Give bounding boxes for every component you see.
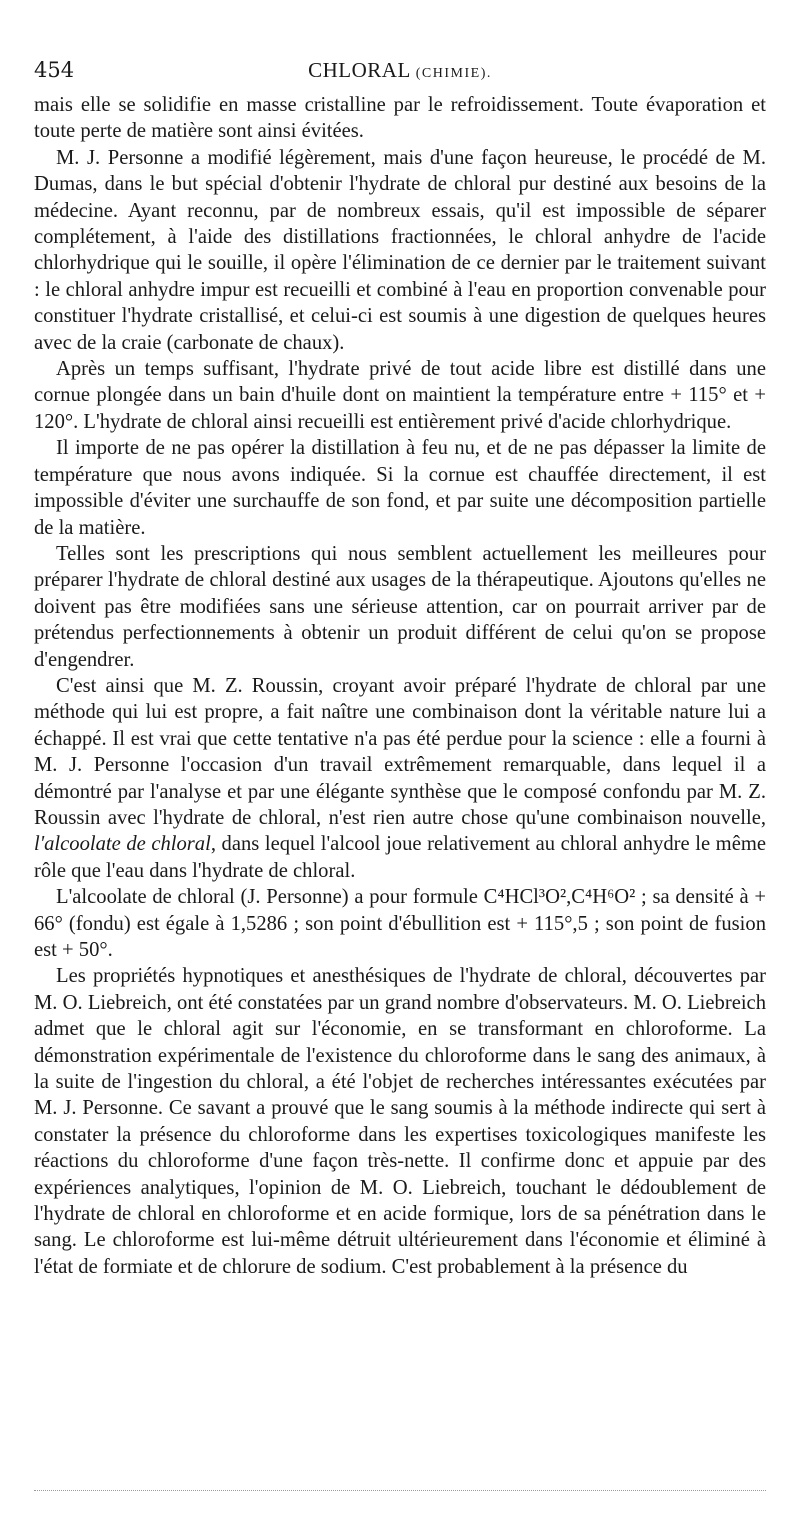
page-number: 454 — [34, 58, 75, 82]
paragraph-distillation: Après un temps suffisant, l'hydrate privé de tout acide libre est distillé dans une cornue plongée dans un bain d'huile dont on maintient la température entre + 115° et + 120°. L'hydrate de chloral ainsi recueilli est entièrement privé d'acide chlorhydrique. — [34, 358, 766, 433]
running-header — [34, 58, 766, 92]
term-alcoolate: l'alcoolate de chloral — [34, 833, 211, 856]
paragraph-hypnotic-properties: Les propriétés hypnotiques et anesthésiques de l'hydrate de chloral, découvertes par M. O. Liebreich, ont été constatées par un grand nombre d'observateurs. M. O. Liebreich admet que le chloral agit sur l'économie, en se transformant en chloroforme. La démonstration expérimentale de l'existence du chloroforme dans le sang des animaux, à la suite de l'ingestion du chloral, a été l'objet de recherches intéressantes exécutées par M. J. Personne. Ce savant a prouvé que le sang soumis à la méthode indirecte qui sert à constater la présence du chloroforme dans les expertises toxicologiques manifeste les réactions du chloroforme d'une façon très-nette. Il confirme donc et appuie par des expériences analytiques, l'opinion de M. O. Liebreich, touchant le dédoublement de l'hydrate de chloral en chloroforme et en acide formique, lors de sa pénétration dans le sang. Le chloroforme est lui-même détruit ultérieurement dans l'économie et éliminé à l'état de formiate et de chlorure de sodium. C'est probablement à la présence du — [34, 965, 766, 1278]
running-title-main: CHLORAL — [308, 58, 411, 82]
paragraph-roussin-part2: , dans lequel l'alcool joue relativement au chloral anhydre le même rôle que l'eau dans l'hydrate de chloral. — [34, 833, 766, 882]
footer-rule — [34, 1490, 766, 1491]
paragraph-roussin-part1: C'est ainsi que M. Z. Roussin, croyant avoir préparé l'hydrate de chloral par une méthode qui lui est propre, a fait naître une combinaison dont la véritable nature lui a échappé. Il est vrai que cette tentative n'a pas été perdue pour la science : elle a fourni à M. J. Personne l'occasion d'un travail extrêmement remarquable, dans lequel il a démontré par l'analyse et par une élégante synthèse que le composé confondu par M. Z. Roussin avec l'hydrate de chloral, n'est rien autre chose qu'une combinaison nouvelle, — [34, 674, 766, 829]
paragraph-roussin — [34, 673, 766, 884]
page — [34, 58, 766, 1280]
running-title-sub: (CHIMIE). — [415, 66, 492, 81]
paragraph-continuation: mais elle se solidifie en masse cristalline par le refroidissement. Toute évaporation et toute perte de matière sont ainsi évitées. — [34, 94, 766, 143]
paragraph-temperature-limit: Il importe de ne pas opérer la distillation à feu nu, et de ne pas dépasser la limite de température que nous avons indiquée. Si la cornue est chauffée directement, il est impossible d'éviter une surchauffe de son fond, et par suite une décomposition partielle de la matière. — [34, 437, 766, 539]
running-title — [34, 58, 766, 83]
paragraph-personne-procedure: M. J. Personne a modifié légèrement, mais d'une façon heureuse, le procédé de M. Dumas, dans le but spécial d'obtenir l'hydrate de chloral pur destiné aux besoins de la médecine. Ayant reconnu, par de nombreux essais, qu'il est impossible de séparer complétement, à l'aide des distillations fractionnées, le chloral anhydre de l'acide chlorhydrique qui le souille, il opère l'élimination de ce dernier par le traitement suivant : le chloral anhydre impur est recueilli et combiné à l'eau en proportion convenable pour constituer l'hydrate cristallisé, et celui-ci est soumis à une digestion de quelques heures avec de la craie (carbonate de chaux). — [34, 146, 766, 354]
paragraph-alcoolate-formula: L'alcoolate de chloral (J. Personne) a pour formule C⁴HCl³O²,C⁴H⁶O² ; sa densité à + 66° (fondu) est égale à 1,5286 ; son point d'ébullition est + 115°,5 ; son point de fusion est + 50°. — [34, 886, 766, 961]
body-text — [34, 92, 766, 1280]
paragraph-prescriptions: Telles sont les prescriptions qui nous semblent actuellement les meilleures pour préparer l'hydrate de chloral destiné aux usages de la thérapeutique. Ajoutons qu'elles ne doivent pas être modifiées sans une sérieuse attention, car on pourrait arriver par de prétendus perfectionnements à obtenir un produit différent de celui qu'on se propose d'engendrer. — [34, 542, 766, 671]
